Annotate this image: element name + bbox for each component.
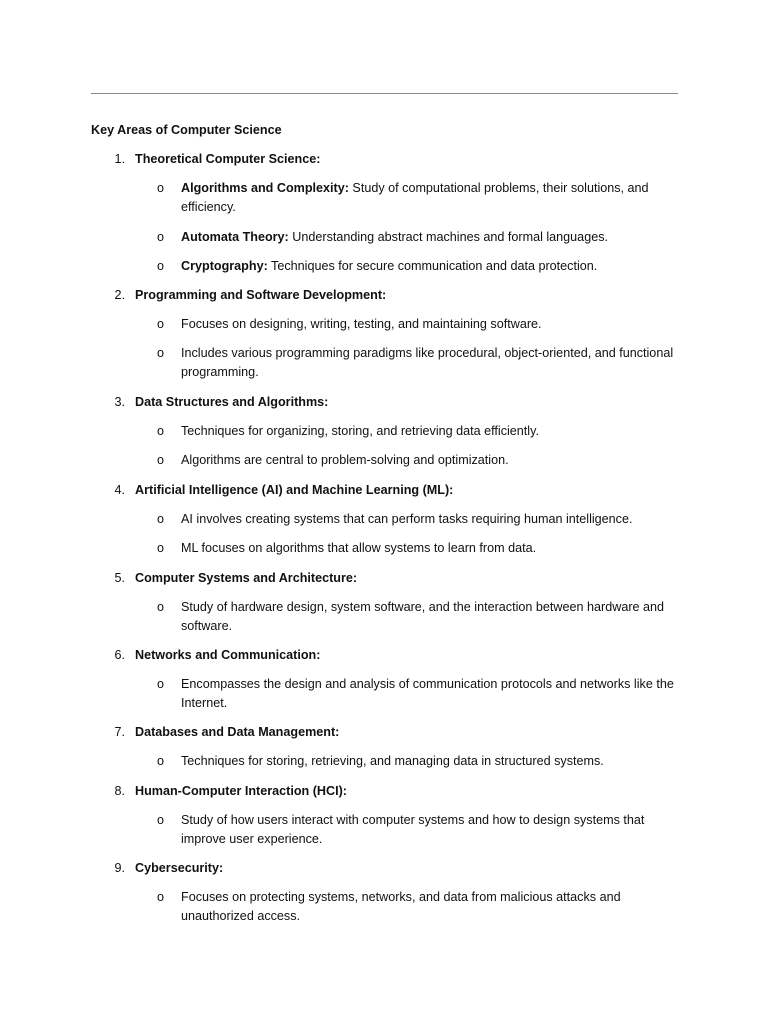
bullet-marker: o [157, 453, 165, 467]
section-title: Networks and Communication: [135, 648, 321, 662]
section-number: 3. [114, 395, 125, 409]
list-item [157, 451, 681, 470]
bullet-text: Includes various programming paradigms like procedural, object-oriented, and functional programming. [181, 346, 674, 379]
bullet-marker: o [157, 754, 165, 768]
bullet-term: Cryptography: [181, 259, 268, 273]
section-title: Human-Computer Interaction (HCI): [135, 784, 347, 798]
section-title: Databases and Data Management: [135, 725, 340, 739]
list-item [157, 675, 681, 713]
bullet-text: AI involves creating systems that can perform tasks requiring human intelligence. [181, 512, 633, 526]
list-item [157, 344, 681, 382]
section-number: 4. [114, 483, 125, 497]
bullet-text: Focuses on protecting systems, networks, and data from malicious attacks and unauthorized access. [181, 890, 621, 923]
bullet-marker: o [157, 890, 165, 904]
list-item [157, 315, 681, 334]
section-number: 8. [114, 784, 125, 798]
bullet-marker: o [157, 541, 165, 555]
bullet-text: Study of computational problems, their solutions, and efficiency. [181, 181, 649, 214]
bullet-marker: o [157, 424, 165, 438]
bullet-marker: o [157, 346, 165, 360]
list-item [157, 510, 681, 529]
section-title: Artificial Intelligence (AI) and Machine Learning (ML): [135, 483, 454, 497]
section-title: Data Structures and Algorithms: [135, 395, 329, 409]
horizontal-rule [91, 93, 678, 94]
list-item [157, 598, 681, 636]
section-title: Programming and Software Development: [135, 288, 387, 302]
bullet-marker: o [157, 181, 165, 195]
bullet-text: Techniques for organizing, storing, and retrieving data efficiently. [181, 424, 539, 438]
bullet-text: Understanding abstract machines and formal languages. [288, 230, 608, 244]
bullet-term: Algorithms and Complexity: [181, 181, 349, 195]
list-item [157, 539, 681, 558]
section-title: Theoretical Computer Science: [135, 152, 321, 166]
bullet-marker: o [157, 317, 165, 331]
section-number: 6. [114, 648, 125, 662]
section-title: Computer Systems and Architecture: [135, 571, 358, 585]
list-item [157, 811, 681, 849]
bullet-marker: o [157, 259, 165, 273]
list-item [157, 888, 681, 926]
bullet-text: ML focuses on algorithms that allow systems to learn from data. [181, 541, 537, 555]
bullet-text: Study of how users interact with computer systems and how to design systems that improve user experience. [181, 813, 645, 846]
bullet-marker: o [157, 512, 165, 526]
list-item [157, 422, 681, 441]
bullet-text: Techniques for secure communication and data protection. [267, 259, 598, 273]
section-number: 7. [114, 725, 125, 739]
list-item [157, 228, 681, 247]
section-number: 2. [114, 288, 125, 302]
bullet-text: Study of hardware design, system software, and the interaction between hardware and software. [181, 600, 665, 633]
section-number: 5. [114, 571, 125, 585]
bullet-text: Encompasses the design and analysis of communication protocols and networks like the Internet. [181, 677, 674, 710]
list-item [157, 179, 681, 217]
section-number: 9. [114, 861, 125, 875]
bullet-marker: o [157, 600, 165, 614]
section-number: 1. [114, 152, 125, 166]
bullet-marker: o [157, 677, 165, 691]
bullet-text: Techniques for storing, retrieving, and managing data in structured systems. [181, 754, 604, 768]
document-title: Key Areas of Computer Science [91, 123, 282, 137]
list-item [157, 257, 681, 276]
bullet-text: Algorithms are central to problem-solving and optimization. [181, 453, 509, 467]
bullet-marker: o [157, 813, 165, 827]
bullet-text: Focuses on designing, writing, testing, and maintaining software. [181, 317, 542, 331]
bullet-term: Automata Theory: [181, 230, 289, 244]
section-title: Cybersecurity: [135, 861, 224, 875]
list-item [157, 752, 681, 771]
bullet-marker: o [157, 230, 165, 244]
